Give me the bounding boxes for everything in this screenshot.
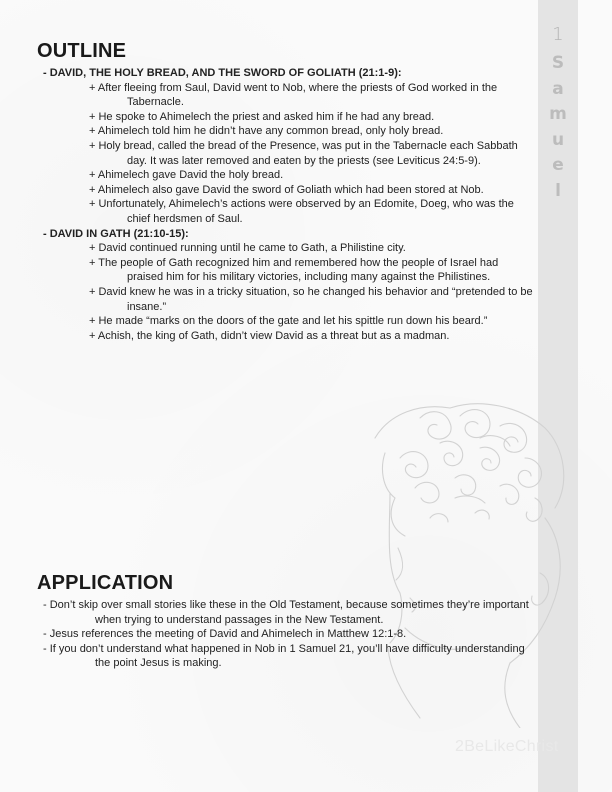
outline-heading: OUTLINE bbox=[37, 40, 127, 62]
section-heading: - DAVID IN GATH (21:10-15): bbox=[43, 227, 189, 240]
outline-bullet: + After fleeing from Saul, David went to Nob, where the priests of God worked in the Tabernacle. bbox=[43, 81, 533, 110]
book-title-vertical bbox=[538, 24, 578, 204]
section-heading: - DAVID, THE HOLY BREAD, AND THE SWORD OF GOLIATH (21:1-9): bbox=[43, 67, 402, 79]
outline-bullet: + Holy bread, called the bread of the Presence, was put in the Tabernacle each Sabbath day. It was later removed and eaten by the priests (see Leviticus 24:5-9). bbox=[43, 139, 533, 168]
application-item: - Don’t skip over small stories like these in the Old Testament, because sometimes they’re important when trying to understand passages in the New Testament. bbox=[43, 598, 533, 627]
outline-section bbox=[43, 227, 533, 344]
application-heading: APPLICATION bbox=[37, 572, 174, 594]
book-title-letter: u bbox=[551, 129, 565, 150]
book-title-letter: a bbox=[552, 78, 564, 99]
outline-section bbox=[43, 66, 533, 227]
application-item: - If you don’t understand what happened in Nob in 1 Samuel 21, you’ll have difficulty understanding the point Jesus is making. bbox=[43, 642, 533, 671]
application-content bbox=[43, 598, 533, 671]
outline-bullet: + Unfortunately, Ahimelech’s actions were observed by an Edomite, Doeg, who was the chief herdsmen of Saul. bbox=[43, 197, 533, 226]
book-title-letter: e bbox=[552, 155, 564, 175]
book-number: 1 bbox=[552, 24, 564, 45]
outline-bullet: + Ahimelech told him he didn’t have any common bread, only holy bread. bbox=[43, 124, 533, 139]
outline-bullet: + Ahimelech also gave David the sword of Goliath which had been stored at Nob. bbox=[43, 183, 533, 198]
outline-bullet: + He spoke to Ahimelech the priest and asked him if he had any bread. bbox=[43, 110, 533, 125]
site-watermark: 2BeLikeChrist bbox=[455, 738, 559, 755]
book-title-letter: l bbox=[555, 180, 561, 201]
outline-content bbox=[43, 66, 533, 343]
outline-bullet: + David continued running until he came to Gath, a Philistine city. bbox=[43, 241, 533, 256]
portrait-line-art bbox=[360, 398, 570, 728]
book-title-letter: S bbox=[551, 53, 565, 73]
outline-bullet: + Ahimelech gave David the holy bread. bbox=[43, 168, 533, 183]
outline-bullet: + He made “marks on the doors of the gate and let his spittle run down his beard.” bbox=[43, 314, 533, 329]
outline-bullet: + David knew he was in a tricky situation, so he changed his behavior and “pretended to be insane.” bbox=[43, 285, 533, 314]
outline-bullet: + The people of Gath recognized him and remembered how the people of Israel had praised him for his military victories, including many against the Philistines. bbox=[43, 256, 533, 285]
book-title-letter: m bbox=[549, 104, 567, 124]
application-item: - Jesus references the meeting of David and Ahimelech in Matthew 12:1-8. bbox=[43, 627, 533, 642]
outline-bullet: + Achish, the king of Gath, didn’t view David as a threat but as a madman. bbox=[43, 329, 533, 344]
